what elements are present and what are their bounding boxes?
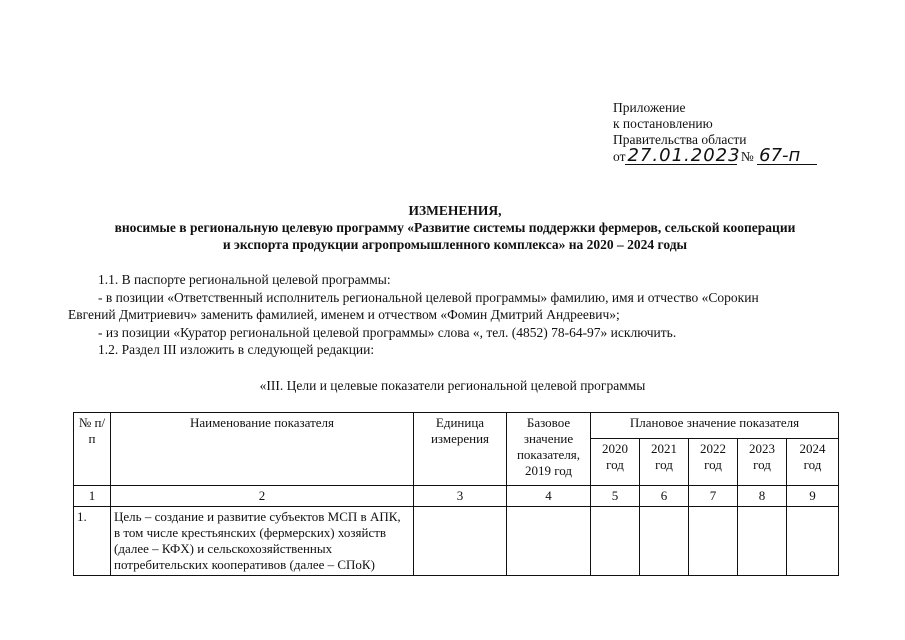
col-number: 4 [507, 486, 591, 507]
row-2021 [640, 507, 689, 576]
column-number-row [74, 486, 839, 507]
header-2022: 2022 год [689, 439, 738, 486]
table-row [74, 507, 839, 576]
col-number: 6 [640, 486, 689, 507]
handwritten-date: 27.01.2023 [627, 145, 741, 166]
from-label: от [613, 149, 626, 164]
paragraph-curator: - из позиции «Куратор региональной целевой программы» слова «, тел. (4852) 78-64-97» исключить. [98, 324, 677, 340]
header-unit: Единица измерения [414, 413, 507, 486]
body-text [68, 271, 858, 359]
header-2020: 2020 год [591, 439, 640, 486]
header-planned: Плановое значение показателя [591, 413, 839, 439]
number-label: № [740, 149, 754, 164]
col-number: 5 [591, 486, 640, 507]
appendix-block [613, 100, 817, 165]
row-unit [414, 507, 507, 576]
section-title: «III. Цели и целевые показатели региональной целевой программы [259, 378, 646, 393]
paragraph-responsible-b: Евгений Дмитриевич» заменить фамилией, именем и отчеством «Фомин Дмитрий Андреевич»; [68, 307, 620, 323]
paragraph-1-1: 1.1. В паспорте региональной целевой программы: [98, 272, 391, 287]
header-2021: 2021 год [640, 439, 689, 486]
header-2024: 2024 год [787, 439, 839, 486]
col-number: 7 [689, 486, 738, 507]
appendix-line-2: к постановлению [613, 116, 713, 131]
header-num: № п/п [74, 413, 111, 486]
appendix-date-line [613, 145, 817, 166]
paragraph-responsible-a: - в позиции «Ответственный исполнитель региональной целевой программы» фамилию, имя и отчество «Сорокин [98, 289, 759, 305]
row-2020 [591, 507, 640, 576]
title-line-2: и экспорта продукции агропромышленного комплекса» на 2020 – 2024 годы [222, 237, 688, 252]
row-name: Цель – создание и развитие субъектов МСП в АПК, в том числе крестьянских (фермерских) хозяйств (далее – КФХ) и сельскохозяйственных потребительских кооперативов (далее – СПоК) [111, 507, 414, 576]
col-number: 3 [414, 486, 507, 507]
header-name: Наименование показателя [111, 413, 414, 486]
indicators-table [73, 412, 839, 576]
row-base [507, 507, 591, 576]
appendix-line-3: Правительства области [613, 132, 747, 147]
row-num: 1. [74, 507, 111, 576]
handwritten-number: 67-п [757, 148, 817, 165]
paragraph-1-2: 1.2. Раздел III изложить в следующей редакции: [98, 342, 375, 358]
table-header-row-1 [74, 413, 839, 439]
col-number: 2 [111, 486, 414, 507]
appendix-line-1: Приложение [613, 100, 686, 115]
row-2024 [787, 507, 839, 576]
row-2022 [689, 507, 738, 576]
col-number: 8 [738, 486, 787, 507]
header-2023: 2023 год [738, 439, 787, 486]
document-title [40, 202, 870, 253]
title-heading: ИЗМЕНЕНИЯ, [408, 203, 502, 218]
row-2023 [738, 507, 787, 576]
col-number: 1 [74, 486, 111, 507]
title-line-1: вносимые в региональную целевую программу «Развитие системы поддержки фермеров, сельской кооперации [114, 220, 796, 235]
header-base: Базовое значение показателя, 2019 год [507, 413, 591, 486]
col-number: 9 [787, 486, 839, 507]
